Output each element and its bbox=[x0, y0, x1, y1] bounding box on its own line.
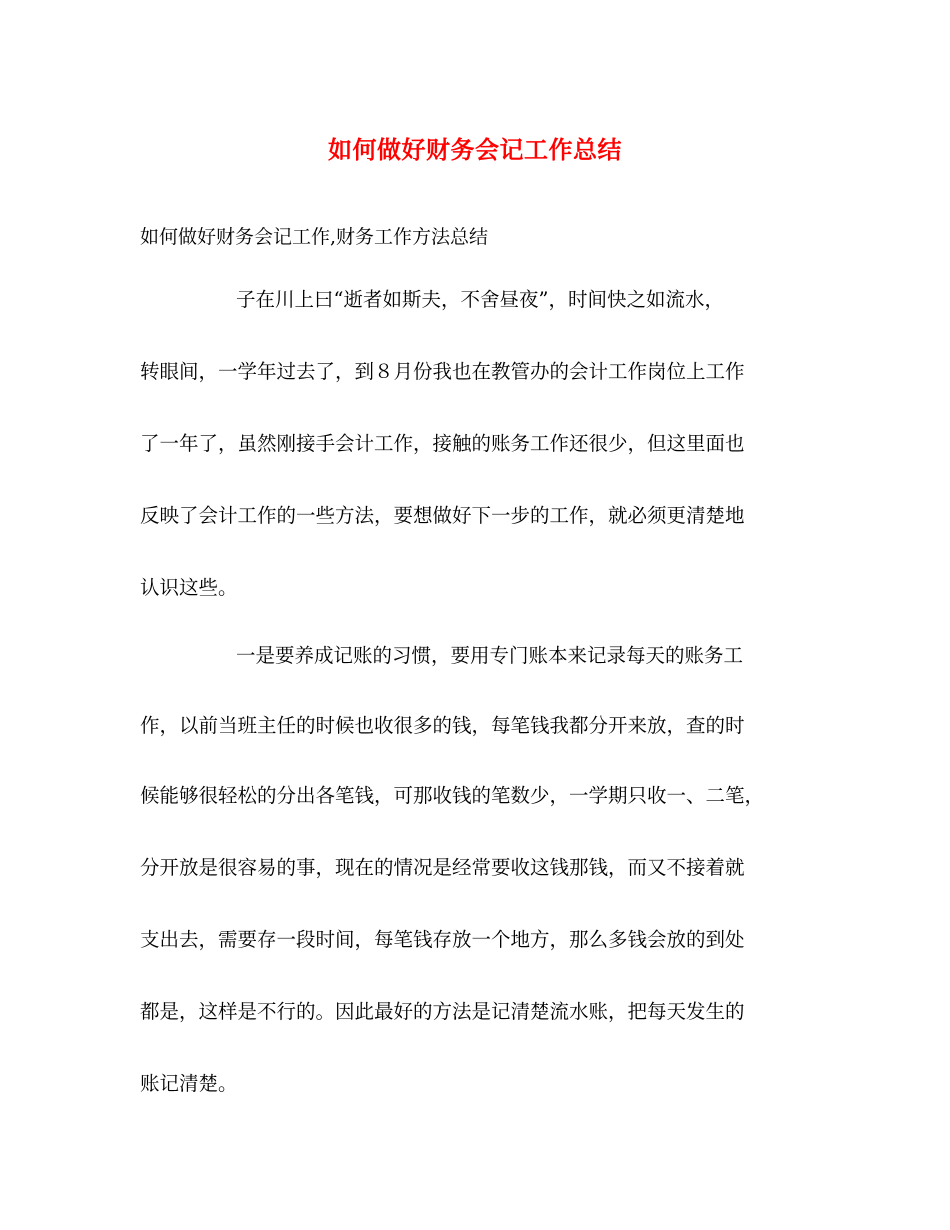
paragraph-line: 转眼间，一学年过去了，到８月份我也在教管办的会计工作岗位上工作 bbox=[140, 360, 745, 383]
paragraph-line: 反映了会计工作的一些方法，要想做好下一步的工作，就必须更清楚地 bbox=[140, 504, 745, 527]
paragraph-line: 账记清楚。 bbox=[140, 1072, 238, 1095]
paragraph-line: 都是，这样是不行的。因此最好的方法是记清楚流水账，把每天发生的 bbox=[140, 1000, 745, 1023]
paragraph-line: 认识这些。 bbox=[140, 576, 238, 599]
paragraph-line: 分开放是很容易的事，现在的情况是经常要收这钱那钱，而又不接着就 bbox=[140, 856, 745, 879]
paragraph-line: 支出去，需要存一段时间，每笔钱存放一个地方，那么多钱会放的到处 bbox=[140, 928, 745, 951]
document-subtitle: 如何做好财务会记工作,财务工作方法总结 bbox=[140, 226, 489, 248]
paragraph-line: 候能够很轻松的分出各笔钱，可那收钱的笔数少，一学期只收一、二笔， bbox=[140, 784, 765, 807]
document-title: 如何做好财务会记工作总结 bbox=[328, 135, 622, 164]
paragraph-line: 了一年了，虽然刚接手会计工作，接触的账务工作还很少，但这里面也 bbox=[140, 432, 745, 455]
paragraph-line: 一是要养成记账的习惯，要用专门账本来记录每天的账务工 bbox=[236, 644, 744, 667]
paragraph-line: 作，以前当班主任的时候也收很多的钱，每笔钱我都分开来放，查的时 bbox=[140, 714, 745, 737]
paragraph-line: 子在川上曰“逝者如斯夫，不舍昼夜”，时间快之如流水， bbox=[236, 288, 724, 311]
